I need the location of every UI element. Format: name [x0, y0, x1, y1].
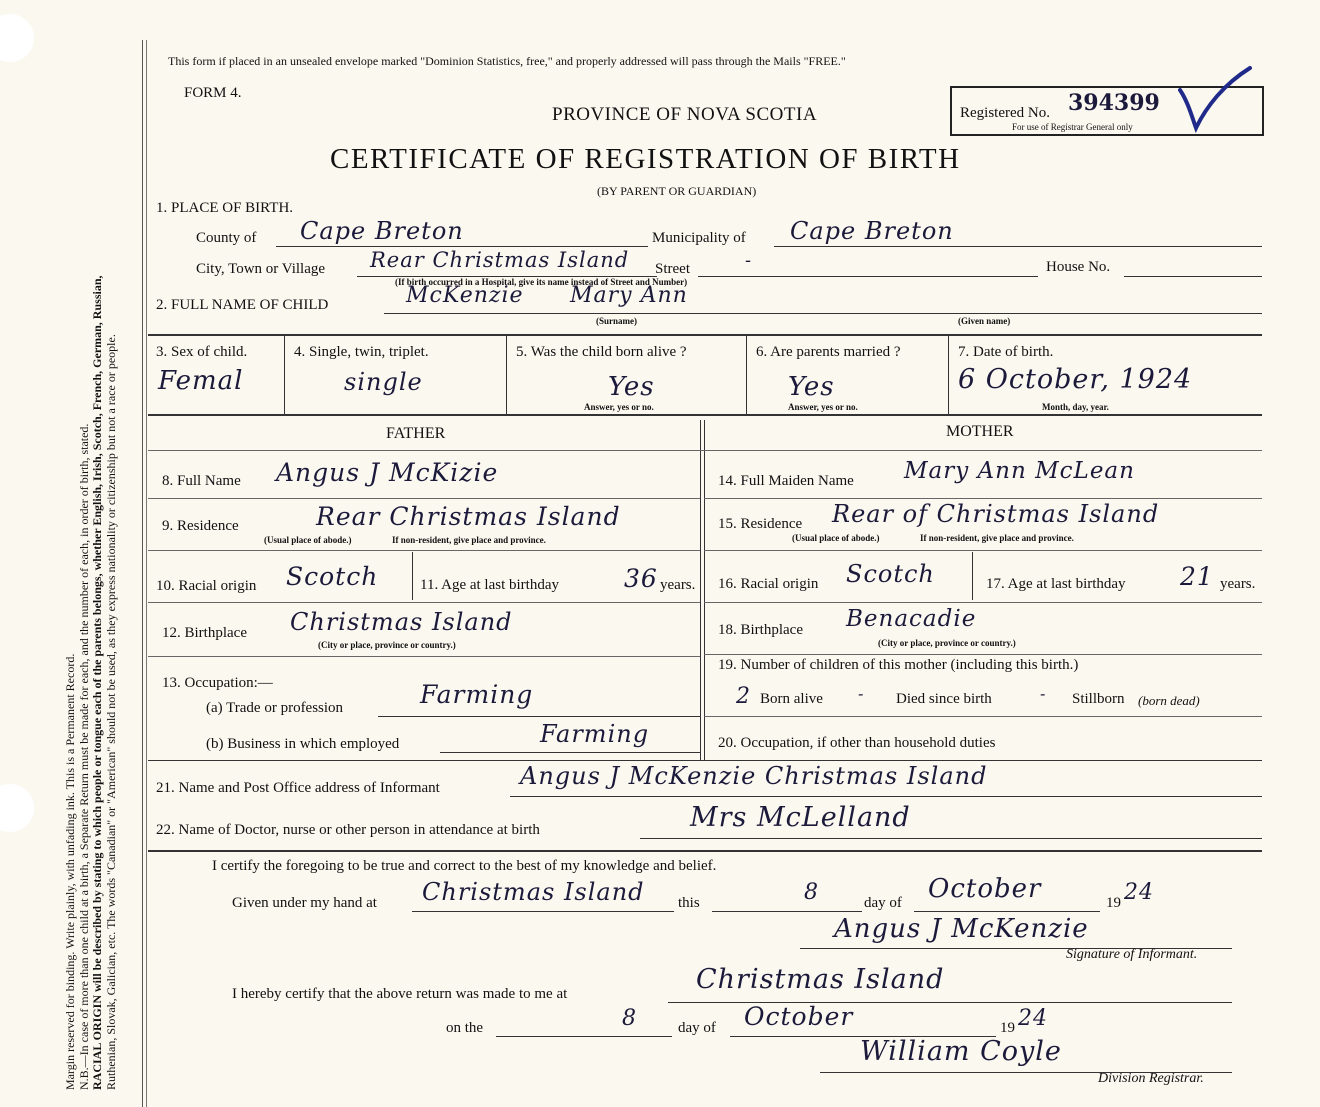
born-alive-count-label: Born alive [760, 691, 823, 707]
registrar-day-of-label: day of [678, 1020, 716, 1036]
stillborn-label: Stillborn [1072, 691, 1125, 707]
father-age-label: 11. Age at last birthday [420, 577, 559, 593]
trade-label: (a) Trade or profession [206, 700, 344, 716]
certify-statement: I certify the foregoing to be true and correct to the best of my knowledge and belief. [212, 858, 717, 874]
mother-birthplace-caption: (City or place, province or country.) [878, 638, 1016, 648]
stillborn-note: (born dead) [1138, 693, 1200, 708]
father-age-value: 36 [624, 564, 658, 593]
father-name-label: 8. Full Name [162, 473, 241, 489]
surname-caption: (Surname) [596, 316, 637, 326]
mother-racial-label: 16. Racial origin [718, 576, 819, 592]
born-alive-caption: Answer, yes or no. [584, 402, 654, 412]
punch-hole-bottom [0, 784, 34, 832]
father-birthplace-caption: (City or place, province or country.) [318, 640, 456, 650]
given-place-value: Christmas Island [422, 878, 645, 906]
registrar-note: For use of Registrar General only [1012, 122, 1133, 132]
city-label: City, Town or Village [196, 261, 326, 277]
date-of-birth-caption: Month, day, year. [1042, 402, 1109, 412]
free-notice: This form if placed in an unsealed envelope marked "Dominion Statistics, free," and properly addressed will pass through the Mails "FREE." [168, 54, 846, 68]
mother-residence-label: 15. Residence [718, 516, 803, 532]
father-residence-value: Rear Christmas Island [316, 502, 621, 531]
informant-label: 21. Name and Post Office address of Informant [156, 780, 440, 796]
children-count-label: 19. Number of children of this mother (including this birth.) [718, 657, 1079, 673]
binding-margin-line [142, 40, 143, 1107]
certificate-subtitle: (BY PARENT OR GUARDIAN) [597, 184, 757, 198]
checkmark-icon [1176, 62, 1256, 134]
margin-notes [64, 30, 118, 1090]
municipality-value: Cape Breton [790, 217, 954, 245]
this-label: this [678, 895, 700, 911]
stillborn-count: - [1040, 684, 1047, 703]
born-alive-count: 2 [736, 684, 751, 709]
died-since-birth-label: Died since birth [896, 691, 992, 707]
hospital-note: (If birth occurred in a Hospital, give its name instead of Street and Number) [395, 277, 688, 287]
registrar-year-prefix: 19 [1000, 1020, 1015, 1036]
province-heading: PROVINCE OF NOVA SCOTIA [552, 104, 818, 125]
parents-married-label: 6. Are parents married ? [756, 344, 901, 360]
form-number: FORM 4. [184, 85, 242, 101]
informant-signature-caption: Signature of Informant. [1066, 947, 1198, 962]
mother-birthplace-label: 18. Birthplace [718, 622, 803, 638]
mother-residence-value: Rear of Christmas Island [832, 500, 1160, 528]
year-value: 24 [1124, 880, 1154, 905]
father-name-value: Angus J McKizie [276, 458, 499, 487]
parents-married-value: Yes [788, 372, 835, 402]
municipality-label: Municipality of [652, 230, 746, 246]
street-label: Street [655, 261, 690, 277]
mother-name-label: 14. Full Maiden Name [718, 473, 854, 489]
margin-note-1: Margin reserved for binding. Write plainly, with unfading ink. This is a Permanent Record. [63, 653, 77, 1090]
given-under-hand-label: Given under my hand at [232, 895, 377, 911]
father-birthplace-label: 12. Birthplace [162, 625, 247, 641]
born-alive-value: Yes [608, 372, 655, 402]
registrar-statement: I hereby certify that the above return was made to me at [232, 986, 568, 1002]
father-years-label: years. [660, 577, 696, 593]
registered-label: Registered No. [960, 105, 1050, 121]
mother-residence-caption-a: (Usual place of abode.) [792, 533, 880, 543]
mother-name-value: Mary Ann McLean [904, 458, 1135, 484]
business-value: Farming [540, 720, 650, 748]
registrar-month-value: October [744, 1002, 854, 1031]
street-value: - [745, 250, 753, 271]
certificate-title: CERTIFICATE OF REGISTRATION OF BIRTH [330, 143, 961, 175]
mother-racial-value: Scotch [846, 560, 935, 588]
year-prefix: 19 [1106, 895, 1121, 911]
died-since-birth-count: - [858, 684, 865, 703]
mother-occupation-label: 20. Occupation, if other than household duties [718, 735, 996, 751]
mother-birthplace-value: Benacadie [846, 606, 977, 632]
month-value: October [928, 874, 1042, 904]
child-name-label: 2. FULL NAME OF CHILD [156, 297, 329, 313]
informant-signature: Angus J McKenzie [834, 914, 1089, 944]
father-racial-value: Scotch [286, 562, 379, 591]
parents-married-caption: Answer, yes or no. [788, 402, 858, 412]
father-birthplace-value: Christmas Island [290, 608, 513, 636]
informant-value: Angus J McKenzie Christmas Island [520, 762, 988, 790]
date-of-birth-value: 6 October, 1924 [958, 364, 1193, 395]
binding-margin-line-2 [146, 40, 147, 1107]
on-the-label: on the [446, 1020, 484, 1036]
day-of-label: day of [864, 895, 902, 911]
house-number-label: House No. [1046, 259, 1111, 275]
father-occupation-label: 13. Occupation:— [162, 675, 273, 691]
mother-age-label: 17. Age at last birthday [986, 576, 1126, 592]
business-label: (b) Business in which employed [206, 736, 400, 752]
county-label: County of [196, 230, 257, 246]
place-of-birth-heading: 1. PLACE OF BIRTH. [156, 200, 294, 216]
father-residence-caption-a: (Usual place of abode.) [264, 535, 352, 545]
doctor-value: Mrs McLelland [690, 802, 911, 833]
registrar-place-value: Christmas Island [696, 964, 945, 995]
doctor-label: 22. Name of Doctor, nurse or other person in attendance at birth [156, 822, 540, 838]
father-residence-label: 9. Residence [162, 518, 239, 534]
mother-residence-caption-b: If non-resident, give place and province. [920, 533, 1074, 543]
registered-number: 394399 [1068, 90, 1160, 116]
birth-details-row [148, 334, 1262, 416]
registrar-caption: Division Registrar. [1098, 1071, 1204, 1086]
given-name-caption: (Given name) [958, 316, 1011, 326]
day-value: 8 [804, 880, 819, 905]
registrar-day-value: 8 [622, 1006, 637, 1031]
city-value: Rear Christmas Island [370, 248, 630, 272]
date-of-birth-label: 7. Date of birth. [958, 344, 1054, 360]
single-twin-label: 4. Single, twin, triplet. [294, 344, 429, 360]
sex-label: 3. Sex of child. [156, 344, 248, 360]
mother-heading: MOTHER [946, 423, 1014, 440]
trade-value: Farming [420, 680, 534, 709]
county-value: Cape Breton [300, 217, 464, 245]
child-given-value: Mary Ann [570, 283, 688, 308]
margin-note-3: RACIAL ORIGIN will be described by stating to which people or tongue each of the parents belongs, whether English, Irish, Scotch, French, German, Russian, [90, 275, 104, 1090]
registrar-year-value: 24 [1018, 1006, 1048, 1031]
father-racial-label: 10. Racial origin [156, 578, 257, 594]
single-twin-value: single [344, 368, 423, 396]
child-surname-value: McKenzie [406, 283, 524, 308]
born-alive-label: 5. Was the child born alive ? [516, 344, 687, 360]
father-heading: FATHER [386, 425, 446, 442]
registrar-signature: William Coyle [860, 1036, 1062, 1067]
sex-value: Femal [158, 366, 244, 396]
punch-hole-top [0, 14, 34, 62]
mother-age-value: 21 [1180, 562, 1214, 591]
margin-note-2: N.B.—In case of more than one child at a birth, a Separate Return must be made for each, and the number of each, in order of birth, stated. [76, 423, 91, 1090]
father-residence-caption-b: If non-resident, give place and province. [392, 535, 546, 545]
mother-years-label: years. [1220, 576, 1256, 592]
margin-note-4: Ruthenian, Slovak, Galician, etc. The words "Canadian" or "American" should not be used, as they express nationality or citizenship but not a race or people. [103, 334, 118, 1090]
